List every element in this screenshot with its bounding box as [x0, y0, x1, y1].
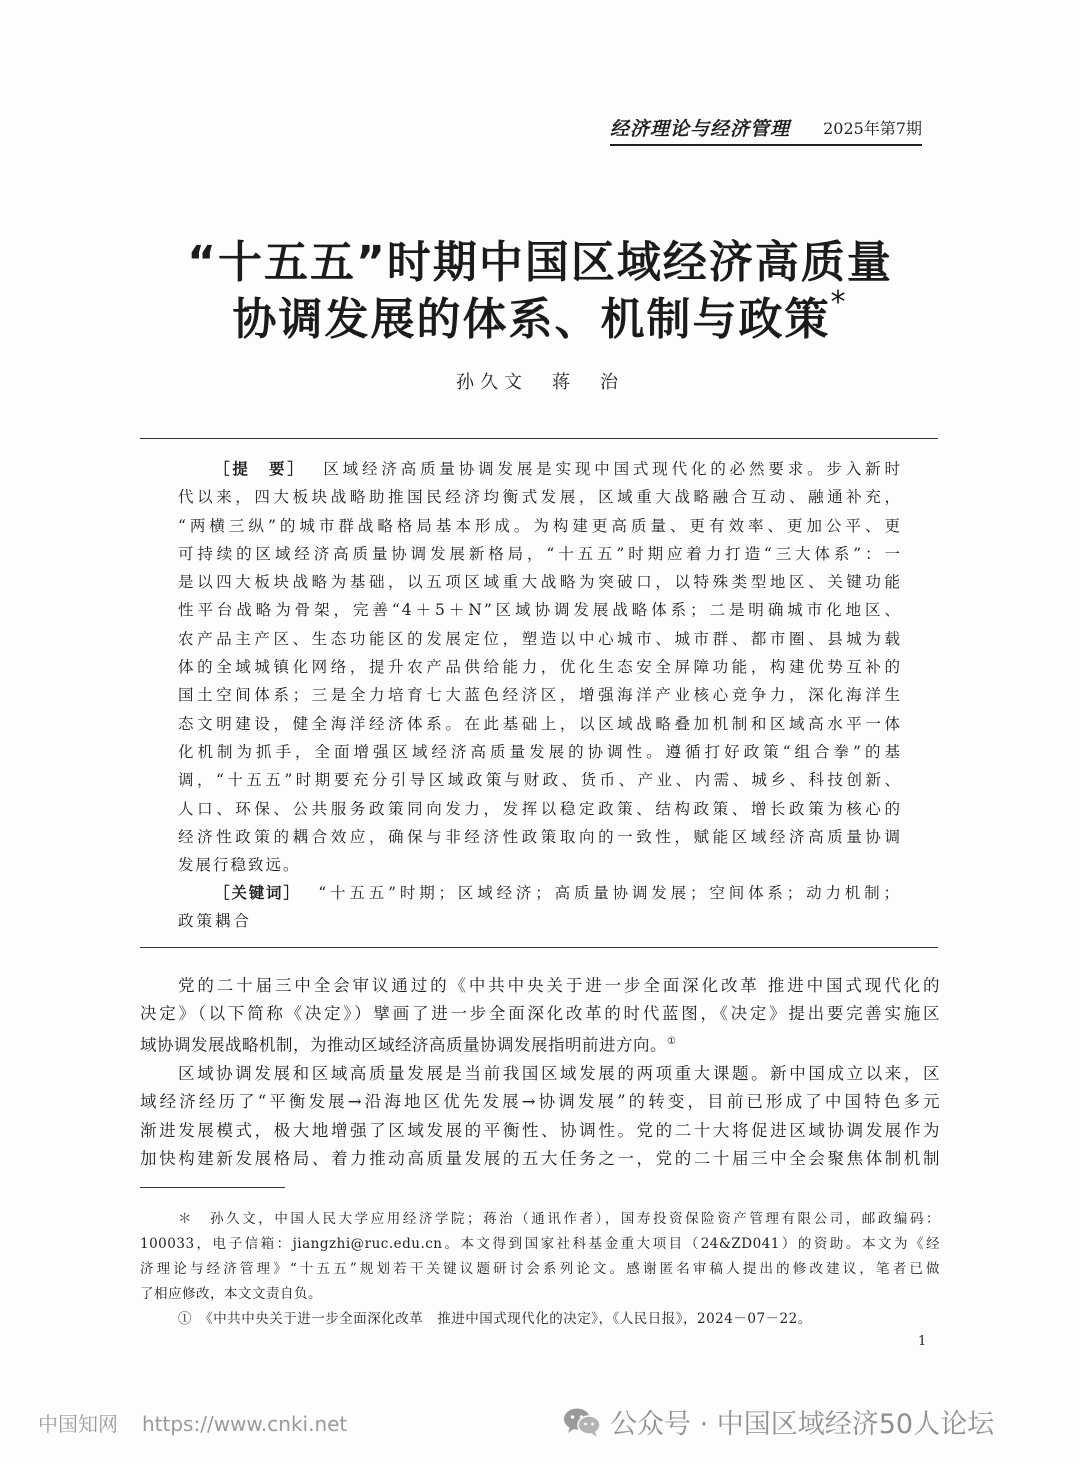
body-line: 决定》（以下简称《决定》）擘画了进一步全面深化改革的时代蓝图，《决定》提出要完善实施区: [140, 1004, 940, 1024]
abstract-line: 化机制为抓手，全面增强区域经济高质量发展的协调性。遵循打好政策“组合拳”的基: [178, 742, 902, 761]
footnote-line: 济理论与经济管理》“十五五”规划若干关键议题研讨会系列论文。感谢匿名审稿人提出的修改建议，笔者已做: [140, 1261, 940, 1277]
body-line: 区域协调发展和区域高质量发展是当前我国区域发展的两项重大课题。新中国成立以来，区: [178, 1064, 940, 1084]
abstract-line: 区域经济高质量协调发展是实现中国式现代化的必然要求。步入新时: [323, 460, 902, 478]
keywords-line: “十五五”时期；区域经济；高质量协调发展；空间体系；动力机制；: [318, 884, 902, 902]
abstract-line: 农产品主产区、生态功能区的发展定位，塑造以中心城市、城市群、都市圈、县城为载: [178, 629, 902, 648]
abstract-line: 发展行稳致远。: [178, 856, 301, 875]
footnotes: [140, 1207, 940, 1332]
abstract-line: “两横三纵”的城市群战略格局基本形成。为构建更高质量、更有效率、更加公平、更: [178, 516, 902, 535]
abstract-line: 经济性政策的耦合效应，确保与非经济性政策取向的一致性，赋能区域经济高质量协调: [178, 827, 902, 846]
abstract-line: 可持续的区域经济高质量协调发展新格局，“十五五”时期应着力打造“三大体系”：一: [178, 544, 902, 563]
footnote-ref[interactable]: ①: [667, 1036, 677, 1048]
abstract-top-rule: [140, 438, 938, 439]
body-line: 加快构建新发展格局、着力推动高质量发展的五大任务之一，党的二十届三中全会聚焦体制机制: [140, 1148, 940, 1168]
abstract-bottom-rule: [140, 947, 938, 948]
journal-name: 经济理论与经济管理: [610, 118, 791, 140]
journal-header: [610, 112, 922, 146]
abstract-line: 态文明建设，健全海洋经济体系。在此基础上，以区域战略叠加机制和区域高水平一体: [178, 714, 902, 733]
abstract-line: 调，“十五五”时期要充分引导区域政策与财政、货币、产业、内需、城乡、科技创新、: [178, 771, 902, 790]
abstract-line: 性平台战略为骨架，完善“4＋5＋N”区域协调发展战略体系；二是明确城市化地区、: [178, 601, 902, 620]
keywords-line: 政策耦合: [178, 912, 253, 930]
paper-title-line1: “十五五”时期中国区域经济高质量: [187, 237, 893, 288]
body-text: [140, 972, 940, 1173]
wechat-account: 公众号 · 中国区域经济50人论坛: [610, 1409, 995, 1440]
cnki-name: 中国知网: [38, 1412, 118, 1436]
abstract-line: 是以四大板块战略为基础，以五项区域重大战略为突破口，以特殊类型地区、关键功能: [178, 573, 902, 592]
abstract-line: 国土空间体系；三是全力培育七大蓝色经济区，增强海洋产业核心竞争力，深化海洋生: [178, 686, 902, 705]
abstract-line: 体的全域城镇化网络，提升农产品供给能力，优化生态安全屏障功能，构建优势互补的: [178, 658, 902, 677]
footnote-line: ① 《中共中央关于进一步全面深化改革 推进中国式现代化的决定》，《人民日报》，2024－07－22。: [178, 1311, 812, 1327]
abstract: [178, 455, 902, 879]
body-line: 域经济经历了“平衡发展→沿海地区优先发展→协调发展”的转变，目前已形成了中国特色多元: [140, 1092, 940, 1112]
page-number: 1: [918, 1334, 927, 1349]
body-line: 渐进发展模式，极大地增强了区域发展的平衡性、协调性。党的二十大将促进区域协调发展作为: [140, 1120, 940, 1140]
body-line: 域协调发展战略机制，为推动区域经济高质量协调发展指明前进方向。: [140, 1035, 667, 1055]
footnote-line: ＊ 孙久文，中国人民大学应用经济学院；蒋治（通讯作者），国寿投资保险资产管理有限公司，邮政编码：: [178, 1211, 940, 1227]
authors: 孙久文 蒋 治: [456, 372, 624, 393]
footnote-rule: [140, 1187, 285, 1188]
abstract-tag: ［提 要］: [214, 460, 306, 478]
title-footnote-mark: *: [830, 285, 848, 320]
body-line: 党的二十届三中全会审议通过的《中共中央关于进一步全面深化改革 推进中国式现代化的: [178, 976, 940, 995]
issue-number: 2025年第7期: [823, 119, 922, 138]
footnote-line: 了相应修改，本文文责自负。: [140, 1286, 322, 1302]
cnki-watermark: [38, 1408, 371, 1437]
keywords: [178, 879, 902, 935]
cnki-url[interactable]: https://www.cnki.net: [142, 1412, 348, 1436]
abstract-line: 人口、环保、公共服务政策同向发力，发挥以稳定政策、结构政策、增长政策为核心的: [178, 799, 902, 818]
wechat-watermark: [562, 1402, 994, 1441]
wechat-icon: [562, 1406, 602, 1438]
paper-title-line2: 协调发展的体系、机制与政策*: [232, 285, 848, 345]
footnote-line: 100033，电子信箱：jiangzhi@ruc.edu.cn。本文得到国家社科基金重大项目（24&ZD041）的资助。本文为《经: [140, 1236, 940, 1252]
keywords-tag: ［关键词］: [214, 884, 301, 902]
abstract-line: 代以来，四大板块战略助推国民经济均衡式发展，区域重大战略融合互动、融通补充，: [178, 488, 902, 507]
